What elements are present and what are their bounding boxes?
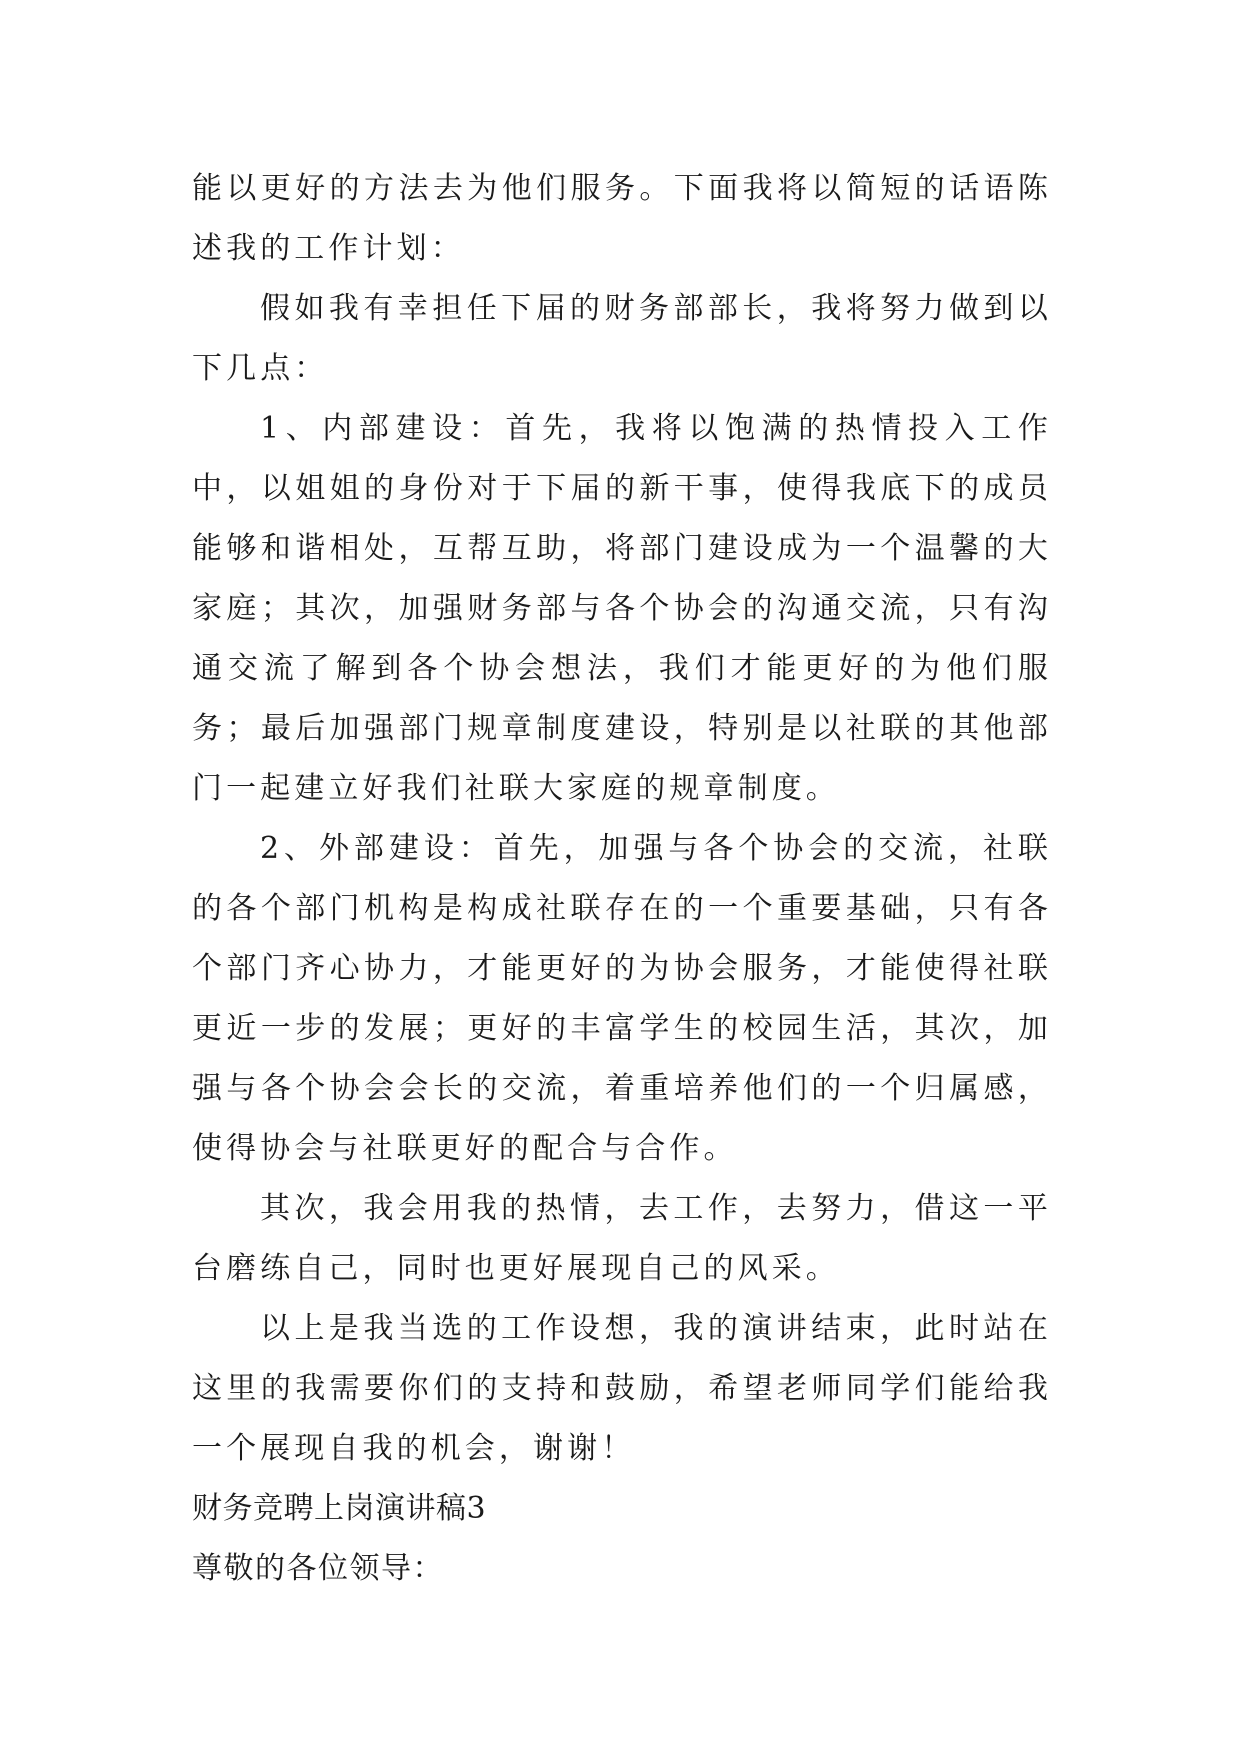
paragraph-conclusion: 以上是我当选的工作设想，我的演讲结束，此时站在这里的我需要你们的支持和鼓励，希望老师同学们能给我一个展现自我的机会，谢谢！ — [192, 1311, 1052, 1466]
section-title: 财务竞聘上岗演讲稿3 — [192, 1491, 487, 1526]
paragraph-enthusiasm: 其次，我会用我的热情，去工作，去努力，借这一平台磨练自己，同时也更好展现自己的风采。 — [192, 1191, 1052, 1286]
paragraph-intro: 假如我有幸担任下届的财务部部长，我将努力做到以下几点： — [192, 291, 1052, 386]
document-body — [192, 159, 1052, 1599]
paragraph-internal-construction: 1、内部建设：首先，我将以饱满的热情投入工作中，以姐姐的身份对于下届的新干事，使得我底下的成员能够和谐相处，互帮互助，将部门建设成为一个温馨的大家庭；其次，加强财务部与各个协会的沟通交流，只有沟通交流了解到各个协会想法，我们才能更好的为他们服务；最后加强部门规章制度建设，特别是以社联的其他部门一起建立好我们社联大家庭的规章制度。 — [192, 411, 1052, 806]
paragraph-continuation: 能以更好的方法去为他们服务。下面我将以简短的话语陈述我的工作计划： — [192, 171, 1052, 266]
salutation: 尊敬的各位领导： — [192, 1551, 444, 1586]
paragraph-external-construction: 2、外部建设：首先，加强与各个协会的交流，社联的各个部门机构是构成社联存在的一个重要基础，只有各个部门齐心协力，才能更好的为协会服务，才能使得社联更近一步的发展；更好的丰富学生的校园生活，其次，加强与各个协会会长的交流，着重培养他们的一个归属感，使得协会与社联更好的配合与合作。 — [192, 831, 1052, 1166]
